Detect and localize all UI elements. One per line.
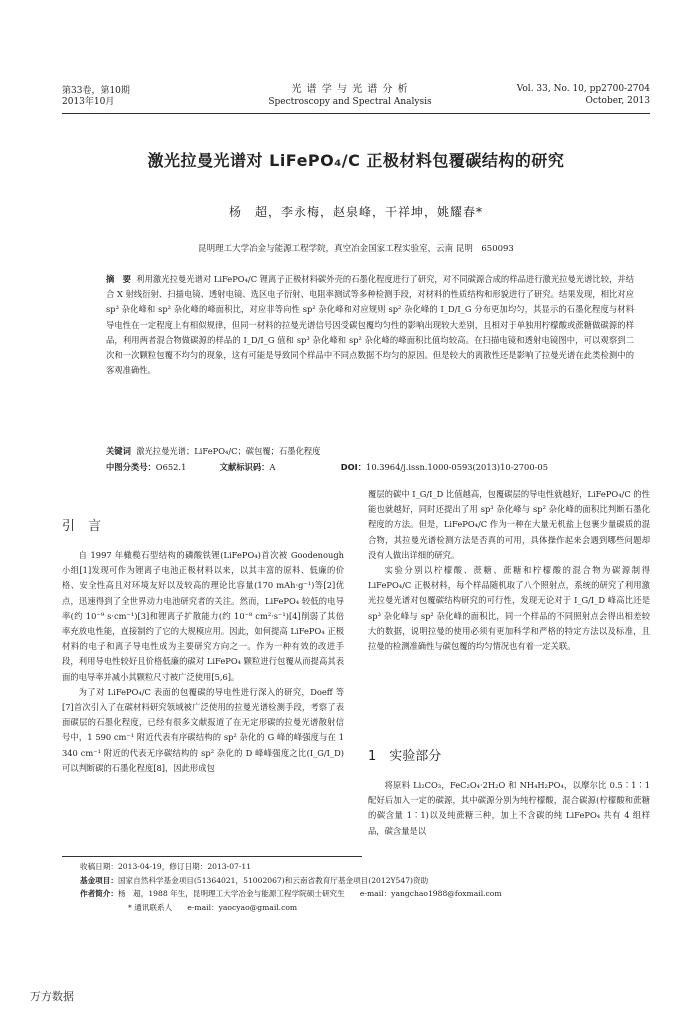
watermark: 万方数据 (30, 990, 74, 1003)
section-1-body (368, 778, 650, 839)
bio-text: 杨 超，1988 年生，昆明理工大学冶金与能源工程学院硕士研究生 e-mail：yangchao1988@foxmail.com (117, 889, 502, 898)
affiliation: 昆明理工大学冶金与能源工程学院，真空冶金国家工程实验室，云南 昆明 650093 (198, 244, 514, 254)
author-list: 杨 超，李永梅，赵泉峰，干祥坤，姚耀春* (228, 205, 483, 219)
keywords-label: 关键词 (106, 446, 131, 456)
fund-label: 基金项目： (80, 875, 118, 885)
doi-label: DOI： (340, 462, 367, 472)
section-1-heading: 1 实验部分 (368, 749, 442, 764)
journal-name-en: Spectroscopy and Spectral Analysis (268, 97, 432, 107)
intro-column-right (368, 487, 650, 654)
intro-column-left (62, 548, 344, 776)
footnote-rule (62, 856, 362, 857)
article-title: 激光拉曼光谱对 LiFePO₄/C 正极材料包覆碳结构的研究 (147, 151, 565, 170)
intro-paragraph-2: 为了对 LiFePO₄/C 表面的包覆碳的导电性进行深入的研究，Doeff 等[7]首次引入了在碳材料研究领域被广泛使用的拉曼光谱检测手段，考察了表面碳层的石墨化程度，已经有很多文献报道了在无定形碳的拉曼光谱散射信号中，1 590 cm⁻¹ 附近代表有序碳结构的 sp² 杂化的 G 峰的峰强度与在 1 340 cm⁻¹ 附近的代表无序碳结构的 sp² 杂化的 D 峰峰强度之比(I_G/I_D)可以判断碳的石墨化程度[8]，因此形成包 (62, 686, 344, 773)
doi-value: 10.3964/j.issn.1000-0593(2013)10-2700-05 (366, 462, 548, 472)
keywords-text: 激光拉曼光谱；LiFePO₄/C；碳包覆；石墨化程度 (136, 446, 321, 456)
footnote-block (80, 860, 650, 914)
section-1-paragraph-1: 将原料 Li₂CO₃，FeC₂O₄·2H₂O 和 NH₄H₂PO₄，以摩尔比 0.5∶1∶1 配好后加入一定的碳源，其中碳源分别为纯柠檬酸，混合碳源(柠檬酸和蔗糖的碳含量 1∶1)以及纯蔗糖三种，加上不含碳的纯 LiFePO₄ 共有 4 组样品，碳含量是以 (368, 780, 650, 836)
clc-label: 中图分类号： (106, 462, 156, 472)
classification-line (106, 460, 634, 475)
received-dates: 收稿日期：2013-04-19，修订日期：2013-07-11 (80, 862, 252, 871)
intro-heading: 引 言 (62, 519, 102, 534)
journal-date-cn: 2013年10月 (62, 97, 115, 107)
journal-vol-pages: Vol. 33, No. 10, pp2700-2704 (516, 84, 650, 94)
clc-code: O652.1 (155, 462, 187, 472)
fund-text: 国家自然科学基金项目(51364021，51002067)和云南省教育厅基金项目(2012Y547)资助 (117, 875, 429, 885)
abstract-text: 利用激光拉曼光谱对 LiFePO₄/C 锂离子正极材料碳外壳的石墨化程度进行了研究，对不同碳源合成的样品进行激光拉曼光谱比较，并结合 X 射线衍射、扫描电镜、透射电镜、选区电子衍射、电阻率测试等多种检测手段，对材料的性质结构和形貌进行了研究。结果发现，相比对应 sp³ 杂化峰和 sp² 杂化峰的峰面积比，对应非等向性 sp² 杂化峰和对应规则 sp² 杂化峰的 I_D/I_G 分布更加均匀，其显示的石墨化程度与材料导电性在一定程度上有相似规律，但同一材料的拉曼光谱信号因受碳包覆均匀性的影响出现较大差别，且相对于单独用柠檬酸或蔗糖做碳源的样品，利用两者混合物做碳源的样品的 I_D/I_G 值和 sp³ 杂化峰和 sp² 杂化峰的峰面积比值均较高。在扫描电镜和透射电镜图中，可以观察到二次和一次颗粒包覆不均匀的现象，这有可能是导致同个样品中不同点数据不均匀的原因。但是较大的离散性还是影响了拉曼光谱在此类检测中的客观准确性。 (106, 274, 634, 376)
bio-line (80, 887, 650, 901)
abstract-label: 摘 要 (106, 274, 131, 284)
keywords-line (106, 444, 634, 459)
doc-code-label: 文献标识码： (219, 462, 270, 472)
journal-date-en: October, 2013 (585, 96, 650, 106)
intro-paragraph-4: 实验分别以柠檬酸、蔗糖、蔗糖和柠檬酸的混合物为碳源制得 LiFePO₄/C 正极材料，每个样品随机取了八个照射点，系统的研究了利用激光拉曼光谱对包覆碳结构研究的可行性，发现无论对于 I_G/I_D 峰高比还是 sp³ 杂化峰与 sp² 杂化峰的面积比，同一个样品的不同照射点会得出相差较大的数据，说明拉曼的使用必须有更加科学和严格的特定方法以及标准，且拉曼的检测准确性与碳包覆的均匀情况也有着一定关联。 (368, 565, 650, 652)
journal-name-cn: 光 谱 学 与 光 谱 分 析 (291, 84, 409, 95)
header-rule (62, 113, 650, 114)
journal-volume-issue: 第33卷，第10期 (62, 86, 130, 96)
bio-label: 作者简介： (80, 889, 118, 898)
corresponding-author: * 通讯联系人 e-mail：yaocyao@gmail.com (128, 902, 298, 912)
intro-paragraph-1: 自 1997 年橄榄石型结构的磷酸铁锂(LiFePO₄)首次被 Goodenough 小组[1]发现可作为锂离子电池正极材料以来，以其丰富的原料、低廉的价格、安全性高且对环境友好以及较高的理论比容量(170 mAh·g⁻¹)等[2]优点，迅速得到了全世界动力电池研究者的关注。然而，LiFePO₄ 较低的电导率(约 10⁻⁹ s·cm⁻¹)[3]和锂离子扩散能力(约 10⁻⁸ cm²·s⁻¹)[4]削弱了其倍率充放电性能，直接制约了它的大规模应用。因此，如何提高 LiFePO₄ 正极材料的电子和离子导电性成为主要研究方向之一。作为一种有效的改进手段，利用导电性较好且价格低廉的碳对 LiFePO₄ 颗粒进行包覆从而提高其表面的电导率并减小其颗粒尺寸被广泛使用[5,6]。 (62, 550, 344, 682)
intro-paragraph-3: 覆层的碳中 I_G/I_D 比值越高，包覆碳层的导电性就越好，LiFePO₄/C 的性能也就越好，同时还提出了用 sp³ 杂化峰与 sp² 杂化峰的面积比判断石墨化程度的方法。但是，LiFePO₄/C 作为一种在大量无机盐上包裹少量碳质的混合物，其拉曼光谱检测方法是否真的可用，具体操作起来会遇到哪些问题却没有人做出详细的研究。 (368, 489, 650, 560)
fund-line (80, 874, 650, 888)
abstract (106, 272, 634, 378)
doc-code: A (269, 462, 276, 472)
